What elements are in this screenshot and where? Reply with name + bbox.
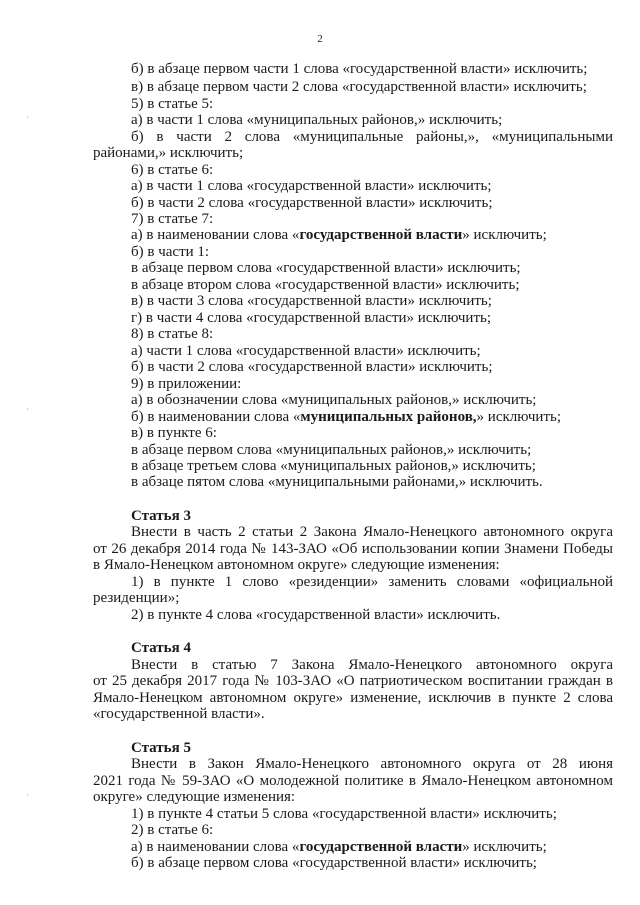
text-line: б) в части 1: [131,244,210,260]
article-heading: Статья 5 [131,740,191,756]
article-text: резиденции»; [93,590,180,606]
text-line: а) части 1 слова «государственной власти» исключить; [131,343,481,359]
text-line: 6) в статье 6: [131,162,214,178]
text-line: а) в обозначении слова «муниципальных районов,» исключить; [131,392,537,408]
article-text: Ямало-Ненецком автономном округе» изменение, исключив в пункте 2 слова [93,690,613,706]
article-text: от 25 декабря 2017 года № 103-ЗАО «О патриотическом воспитании граждан в [93,673,613,689]
article-heading: Статья 3 [131,508,191,524]
scan-mark: · [26,404,29,414]
text-line: в) в абзаце первом части 2 слова «государственной власти» исключить; [131,79,587,95]
text-line-justified: б) в части 2 слова «муниципальные районы,», «муниципальными [131,129,613,145]
text-line: б) в наименовании слова «муниципальных районов,» исключить; [131,409,562,425]
bold-fragment: государственной власти [299,227,463,243]
text-line: 9) в приложении: [131,376,242,392]
text-line: а) в части 1 слова «муниципальных районов,» исключить; [131,112,503,128]
article-text: 2021 года № 59-ЗАО «О молодежной политике в Ямало-Ненецком автономном [93,773,613,789]
article-text: 2) в пункте 4 слова «государственной власти» исключить. [131,607,501,623]
article-text: 1) в пункте 1 слово «резиденции» заменить словами «официальной [131,574,613,590]
bold-fragment: государственной власти [299,839,463,855]
text-line: б) в абзаце первом части 1 слова «государственной власти» исключить; [131,61,588,77]
text-line: а) в части 1 слова «государственной власти» исключить; [131,178,492,194]
text-line: г) в части 4 слова «государственной власти» исключить; [131,310,492,326]
article-text: Внести в часть 2 статьи 2 Закона Ямало-Ненецкого автономного округа [131,524,613,540]
text-line: б) в части 2 слова «государственной власти» исключить; [131,195,493,211]
article-text: б) в абзаце первом слова «государственной власти» исключить; [131,855,537,871]
text-line: в абзаце втором слова «государственной власти» исключить; [131,277,520,293]
bold-fragment: муниципальных районов, [300,409,477,425]
text-line: районами,» исключить; [93,145,244,161]
scan-mark: · [26,112,29,122]
article-heading: Статья 4 [131,640,191,656]
article-text: «государственной власти». [93,706,265,722]
page-number: 2 [317,33,323,45]
text-line: 8) в статье 8: [131,326,214,342]
scan-mark: · [26,790,29,800]
text-line: 7) в статье 7: [131,211,214,227]
text-line: в абзаце первом слова «государственной власти» исключить; [131,260,521,276]
article-text: Внести в Закон Ямало-Ненецкого автономного округа от 28 июня [131,756,613,772]
article-text: 1) в пункте 4 статьи 5 слова «государственной власти» исключить; [131,806,557,822]
text-line: 5) в статье 5: [131,96,214,112]
article-text: округе» следующие изменения: [93,789,296,805]
text-line: а) в наименовании слова «государственной власти» исключить; [131,227,547,243]
article-text: а) в наименовании слова «государственной власти» исключить; [131,839,547,855]
text-line: в абзаце пятом слова «муниципальными районами,» исключить. [131,474,543,490]
article-text: 2) в статье 6: [131,822,214,838]
text-line: в абзаце третьем слова «муниципальных районов,» исключить; [131,458,536,474]
text-line: в) в пункте 6: [131,425,217,441]
text-line: в абзаце первом слова «муниципальных районов,» исключить; [131,442,532,458]
article-text: в Ямало-Ненецком автономном округе» следующие изменения: [93,557,500,573]
text-line: в) в части 3 слова «государственной власти» исключить; [131,293,492,309]
article-text: от 26 декабря 2014 года № 143-ЗАО «Об использовании копии Знамени Победы [93,541,613,557]
text-line: б) в части 2 слова «государственной власти» исключить; [131,359,493,375]
article-text: Внести в статью 7 Закона Ямало-Ненецкого автономного округа [131,657,613,673]
